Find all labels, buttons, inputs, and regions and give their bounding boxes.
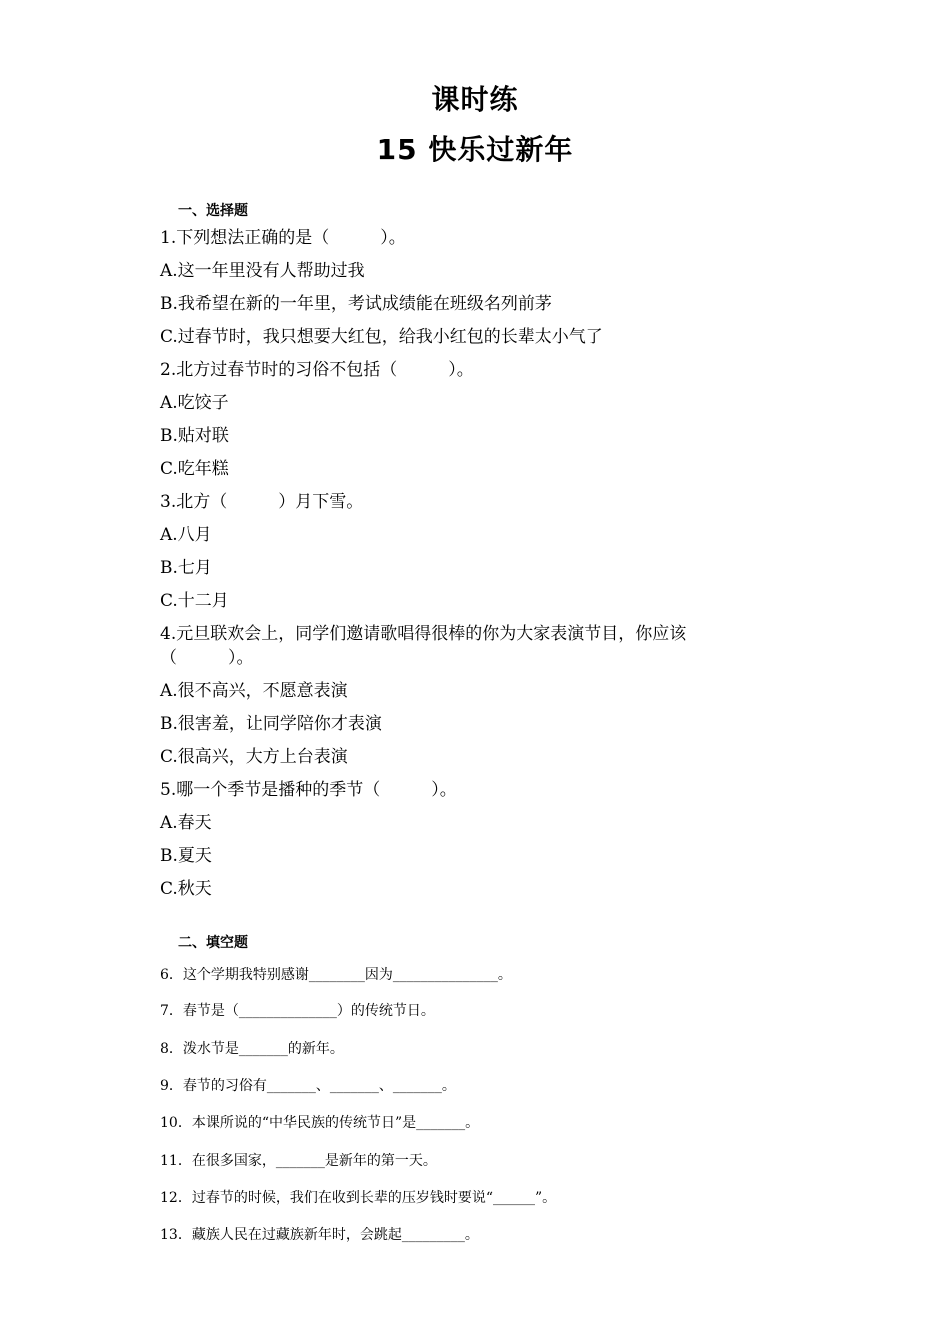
question-6: 6．这个学期我特别感谢________因为_______________。	[160, 967, 512, 983]
question-4: 4.元旦联欢会上，同学们邀请歌唱得很棒的你为大家表演节目，你应该	[160, 624, 687, 644]
lesson-title: 15 快乐过新年	[376, 133, 574, 166]
question-8: 8．泼水节是_______的新年。	[160, 1041, 344, 1057]
option-4b: B.很害羞，让同学陪你才表演	[160, 714, 382, 734]
option-1a: A.这一年里没有人帮助过我	[160, 261, 365, 281]
option-5c: C.秋天	[160, 879, 212, 899]
question-1: 1.下列想法正确的是（ ）。	[160, 228, 406, 248]
question-4-continued: （ ）。	[160, 648, 254, 668]
option-5a: A.春天	[160, 813, 212, 833]
question-2: 2.北方过春节时的习俗不包括（ ）。	[160, 360, 474, 380]
question-13: 13．藏族人民在过藏族新年时，会跳起_________。	[160, 1227, 479, 1243]
question-7: 7．春节是（______________）的传统节日。	[160, 1003, 435, 1019]
page-title: 课时练	[431, 83, 519, 116]
question-9: 9．春节的习俗有_______、_______、_______。	[160, 1078, 456, 1094]
option-3c: C.十二月	[160, 591, 229, 611]
option-2c: C.吃年糕	[160, 459, 229, 479]
option-3a: A.八月	[160, 525, 212, 545]
question-3: 3.北方（ ）月下雪。	[160, 492, 364, 512]
option-2a: A.吃饺子	[160, 393, 229, 413]
question-12: 12．过春节的时候，我们在收到长辈的压岁钱时要说“______”。	[160, 1190, 557, 1206]
option-1b: B.我希望在新的一年里，考试成绩能在班级名列前茅	[160, 294, 552, 314]
option-3b: B.七月	[160, 558, 212, 578]
section-heading-choice: 一、选择题	[178, 203, 248, 219]
option-4c: C.很高兴，大方上台表演	[160, 747, 348, 767]
option-1c: C.过春节时，我只想要大红包，给我小红包的长辈太小气了	[160, 327, 603, 347]
option-2b: B.贴对联	[160, 426, 229, 446]
question-5: 5.哪一个季节是播种的季节（ ）。	[160, 780, 457, 800]
question-10: 10．本课所说的“中华民族的传统节日”是_______。	[160, 1115, 480, 1131]
question-11: 11．在很多国家，_______是新年的第一天。	[160, 1153, 437, 1169]
option-4a: A.很不高兴，不愿意表演	[160, 681, 348, 701]
option-5b: B.夏天	[160, 846, 212, 866]
section-heading-fill: 二、填空题	[178, 935, 248, 951]
